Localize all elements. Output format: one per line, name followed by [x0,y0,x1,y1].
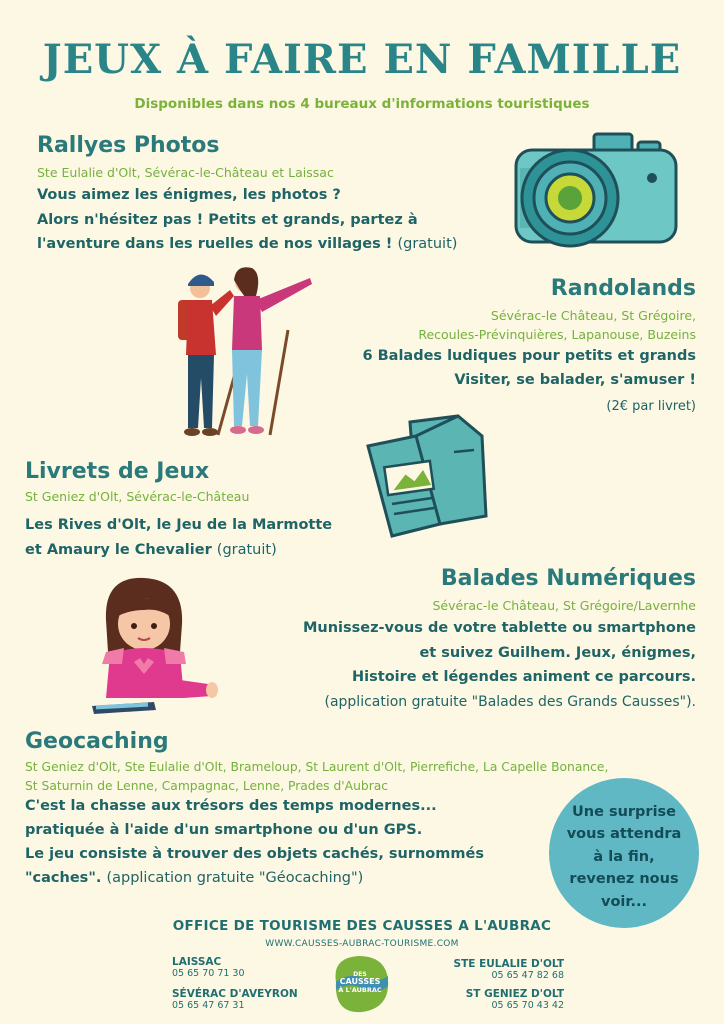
office-st-geniez: ST GENIEZ D'OLT 05 65 70 43 42 [465,988,564,1011]
footer-title: OFFICE DE TOURISME DES CAUSSES A L'AUBRAC [172,918,552,934]
girl-tablet-illustration [88,572,224,720]
section-text: 6 Balades ludiques pour petits et grands Visiter, se balader, s'amuser ! [362,347,696,388]
section-places: Sévérac-le Château, St Grégoire/Lavernhe [432,598,696,614]
office-laissac: LAISSAC 05 65 70 71 30 [172,956,245,979]
footer-url[interactable]: WWW.CAUSSES-AUBRAC-TOURISME.COM [265,939,459,949]
surprise-text: Une surprise vous attendra à la fin, revenez nous voir... [566,804,682,910]
section-randolands [276,277,696,416]
section-heading: Geocaching [25,729,169,754]
page-title: JEUX À FAIRE EN FAMILLE [42,36,682,83]
section-heading: Randolands [550,276,696,301]
office-severac: SÉVÉRAC D'AVEYRON 05 65 47 67 31 [172,988,298,1011]
office-ste-eulalie: STE EULALIE D'OLT 05 65 47 82 68 [453,958,564,981]
map-booklet-icon [362,412,512,542]
section-text: Munissez-vous de votre tablette ou smartphone et suivez Guilhem. Jeux, énigmes, Histoire et légendes animent ce parcours. [302,619,696,686]
section-livrets [25,460,405,562]
page-subtitle: Disponibles dans nos 4 bureaux d'informations touristiques [134,96,590,112]
section-text: Vous aimez les énigmes, les photos ? Alors n'hésitez pas ! Petits et grands, partez à l'aventure dans les ruelles de nos villages ! (gratuit) [37,186,458,253]
section-text: Les Rives d'Olt, le Jeu de la Marmotte et Amaury le Chevalier (gratuit) [25,516,333,558]
section-places: St Geniez d'Olt, Ste Eulalie d'Olt, Brameloup, St Laurent d'Olt, Pierrefiche, La Capelle Bonance, St Saturnin de Lenne, Campagnac, Lenne, Prades d'Aubrac [25,760,609,793]
camera-icon [512,128,682,250]
section-places: St Geniez d'Olt, Sévérac-le-Château [25,489,250,505]
section-rallyes [37,134,507,257]
section-places: Ste Eulalie d'Olt, Sévérac-le-Château et Laissac [37,165,334,181]
section-note: (application gratuite "Balades des Grands Causses"). [324,693,696,710]
section-note: (2€ par livret) [606,398,696,414]
section-text: C'est la chasse aux trésors des temps modernes... pratiquée à l'aide d'un smartphone ou d'un GPS. Le jeu consiste à trouver des objets cachés, surnommés "caches". (application gratuite "Géocaching") [25,798,484,886]
section-heading: Balades Numériques [440,566,696,591]
section-heading: Livrets de Jeux [25,459,210,484]
logo: DES CAUSSES À L'AUBRAC [328,952,392,1016]
section-heading: Rallyes Photos [37,133,220,158]
section-places: Sévérac-le Château, St Grégoire, Recoules-Prévinquières, Lapanouse, Buzeins [418,308,696,342]
section-balades [236,567,696,713]
